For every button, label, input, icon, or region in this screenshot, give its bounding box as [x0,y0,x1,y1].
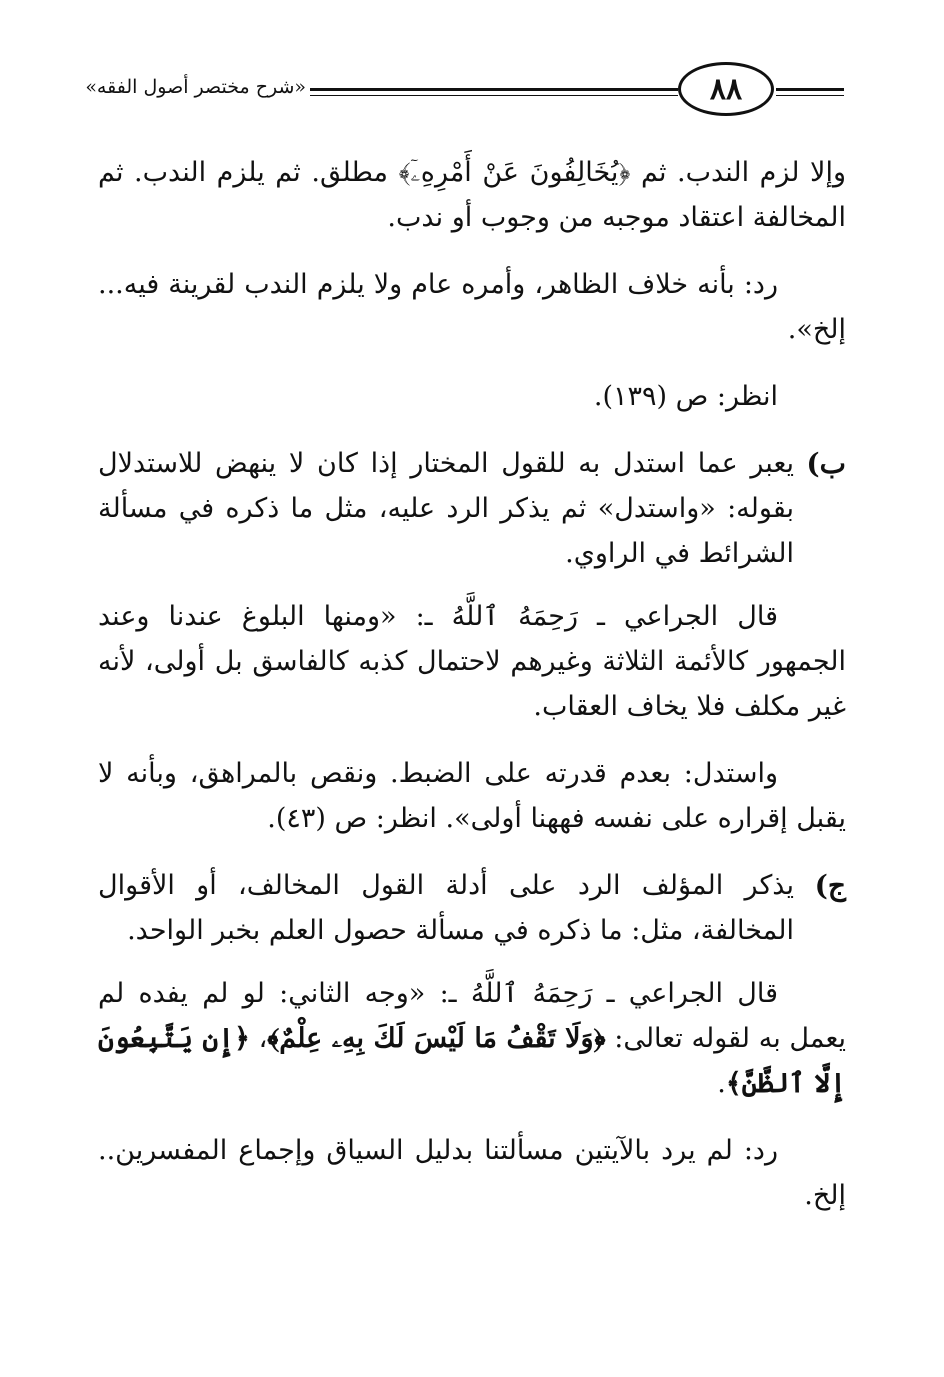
paragraph-text: قال الجراعي ـ رَحِمَهُ ٱللَّهُ ـ: «وجه الثاني: لو لم يفده لم يعمل به لقوله تعالى: [98,978,846,1054]
list-marker: ب) [806,447,846,480]
quran-verse: ﴿إِن يَتَّبِعُونَ إِلَّا ٱلظَّنَّ﴾ [98,1023,846,1099]
paragraph: رد: بأنه خلاف الظاهر، وأمره عام ولا يلزم الندب لقرينة فيه... إلخ». [98,269,846,345]
running-title: «شرح مختصر أصول الفقه» [85,76,306,98]
paragraph-text: . [717,1068,726,1099]
header-rule [776,88,844,91]
reference-note: انظر: ص (١٣٩). [593,381,778,412]
page-number: ٨٨ [678,62,774,116]
list-item [98,441,846,576]
page-header [85,62,844,122]
header-rule [310,95,678,96]
paragraph: واستدل: بعدم قدرته على الضبط. ونقص بالمراهق، وبأنه لا يقبل إقراره على نفسه فههنا أولى». انظر: ص (٤٣). [98,758,846,834]
paragraph: وإلا لزم الندب. ثم ﴿يُخَالِفُونَ عَنْ أَمْرِهِۦٓ﴾ مطلق. ثم يلزم الندب. ثم المخالفة اعتقاد موجبه من وجوب أو ندب. [98,157,846,233]
header-rule [776,95,844,96]
list-item-text: يعبر عما استدل به للقول المختار إذا كان لا ينهض للاستدلال بقوله: «واستدل» ثم يذكر الرد عليه، مثل ما ذكره في مسألة الشرائط في الراوي. [98,448,794,569]
page-body [98,150,846,1240]
quran-verse: ﴿وَلَا تَقْفُ مَا لَيْسَ لَكَ بِهِۦ عِلْمٌ﴾ [267,1023,606,1054]
paragraph-text: ، [249,1023,268,1054]
paragraph: رد: لم يرد بالآيتين مسألتنا بدليل السياق وإجماع المفسرين.. إلخ. [98,1135,846,1211]
quotation-paragraph: قال الجراعي ـ رَحِمَهُ ٱللَّهُ ـ: «ومنها البلوغ عندنا وعند الجمهور كالأئمة الثلاثة وغيرهم لاحتمال كذبه كالفاسق بل أولى، لأنه غير مكلف فلا يخاف العقاب. [98,601,846,722]
header-rule [310,88,678,91]
list-marker: ج) [814,869,846,902]
quotation-paragraph [98,971,846,1106]
list-item-text: يذكر المؤلف الرد على أدلة القول المخالف، أو الأقوال المخالفة، مثل: ما ذكره في مسألة حصول العلم بخبر الواحد. [98,870,794,946]
list-item [98,863,846,953]
